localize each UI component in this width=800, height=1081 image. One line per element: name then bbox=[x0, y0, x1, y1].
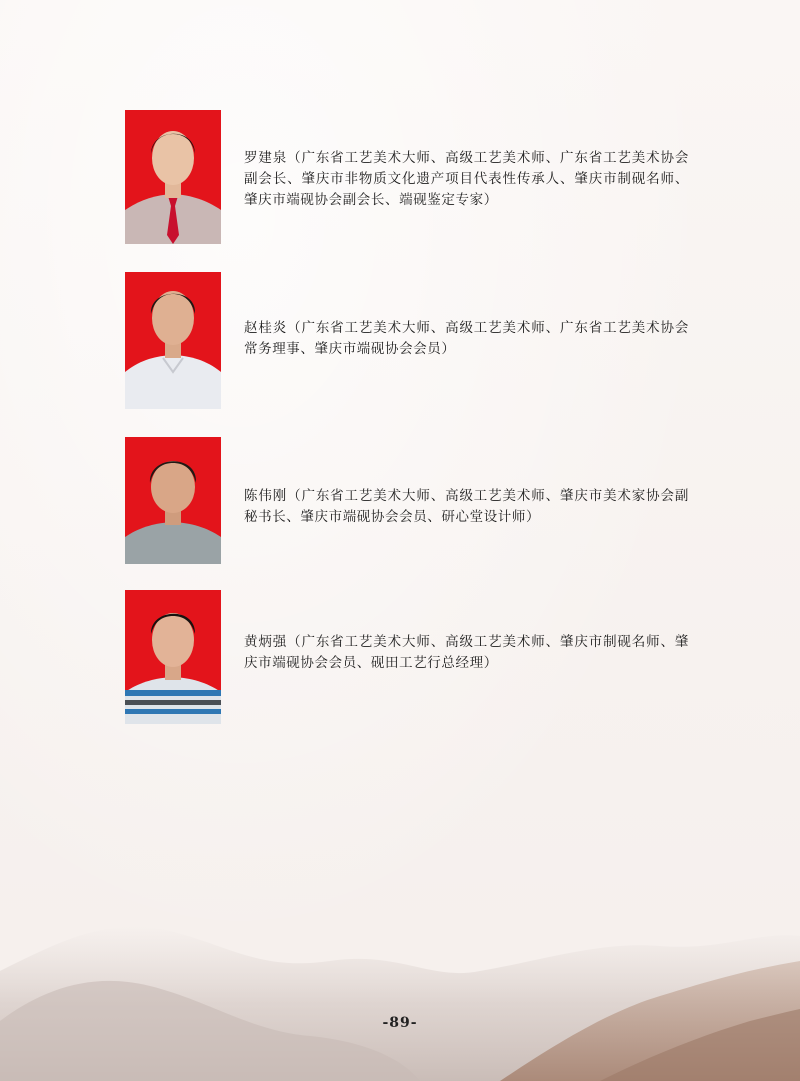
mountain-landscape-decoration bbox=[0, 821, 800, 1081]
page-number: -89- bbox=[382, 1015, 418, 1031]
portrait-photo-2 bbox=[125, 272, 221, 409]
person-bio-1: 罗建泉（广东省工艺美术大师、高级工艺美术师、广东省工艺美术协会副会长、肇庆市非物质文化遗产项目代表性传承人、肇庆市制砚名师、肇庆市端砚协会副会长、端砚鉴定专家） bbox=[244, 150, 689, 208]
portrait-photo-4 bbox=[125, 590, 221, 724]
person-bio-3: 陈伟刚（广东省工艺美术大师、高级工艺美术师、肇庆市美术家协会副秘书长、肇庆市端砚协会会员、研心堂设计师） bbox=[244, 488, 689, 525]
person-bio-4: 黄炳强（广东省工艺美术大师、高级工艺美术师、肇庆市制砚名师、肇庆市端砚协会会员、砚田工艺行总经理） bbox=[244, 634, 689, 671]
portrait-photo-3 bbox=[125, 437, 221, 564]
portrait-photo-1 bbox=[125, 110, 221, 244]
person-bio-2: 赵桂炎（广东省工艺美术大师、高级工艺美术师、广东省工艺美术协会常务理事、肇庆市端砚协会会员） bbox=[244, 320, 689, 357]
